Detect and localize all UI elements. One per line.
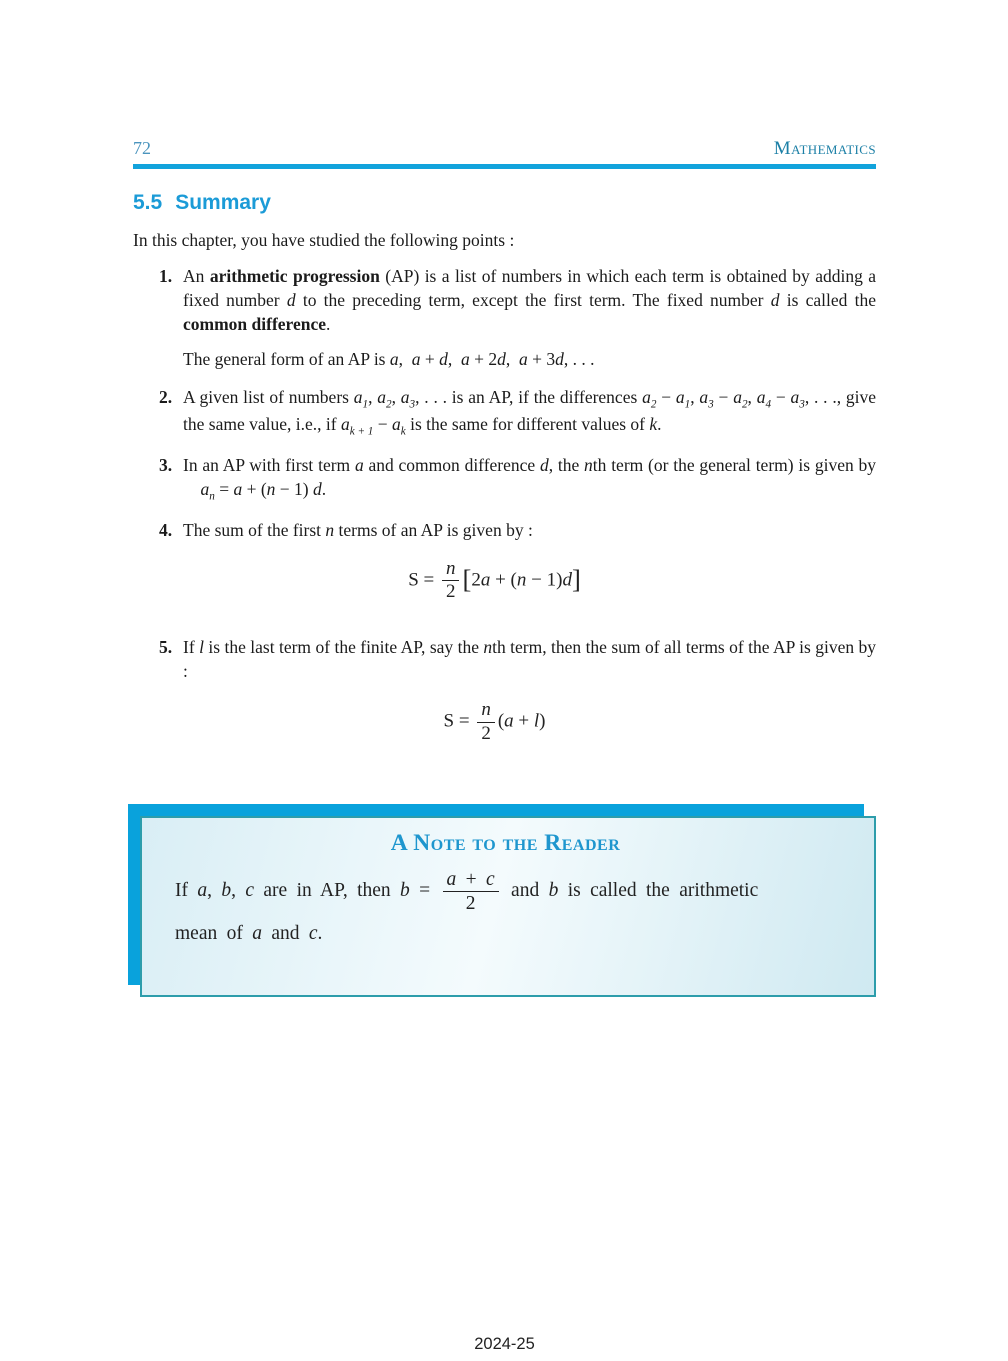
header-rule	[133, 164, 876, 169]
edition-year: 2024-25	[474, 1335, 535, 1354]
running-title: Mathematics	[773, 138, 876, 159]
note-body-text: If a, b, c are in AP, then b = $\frac{a + c}{2}$ and b is called the arithmetic mean of a and c.	[175, 869, 759, 945]
point-paragraph: The sum of the first n terms of an AP is given by :	[183, 519, 533, 540]
point-paragraph: A given list of numbers $a_1$, $a_2$, $a_3$, . . . is an AP, if the differences $a_2 - a_1$, $a_3 - a_2$, $a_4 - a_3$, . . ., give the same value, i.e., if $a_{k + 1} - a_k$ is the same for different values of k.	[183, 386, 877, 438]
summary-point-1	[133, 264, 876, 372]
summary-point-2	[133, 385, 876, 440]
point-paragraph: An arithmetic progression (AP) is a list of numbers in which each term is obtained by adding a fixed number d to the preceding term, except the first term. The fixed number d is called the common difference.	[183, 266, 877, 335]
point-number: 5.	[159, 636, 173, 657]
point-number: 4.	[159, 519, 173, 540]
point-number: 3.	[159, 454, 173, 475]
point-text	[183, 264, 876, 372]
note-box-panel	[140, 816, 876, 997]
point-paragraph: The general form of an AP is a, a + d, a + 2d, a + 3d, . . .	[183, 349, 595, 370]
page-number: 72	[133, 138, 151, 158]
section-number: 5.5	[133, 191, 163, 214]
section-heading	[133, 191, 876, 215]
page-header	[133, 138, 876, 160]
summary-points-list	[133, 264, 876, 763]
point-text	[183, 635, 876, 763]
point-paragraph: If l is the last term of the finite AP, say the nth term, then the sum of all terms of the AP is given by :	[183, 636, 877, 682]
sum-formula-display: S = $\frac{n}{2}$ [2a + (n − 1)d]	[408, 557, 581, 603]
note-title: A Note to the Reader	[390, 830, 621, 857]
point-number: 2.	[159, 386, 173, 407]
point-paragraph: In an AP with first term a and common difference d, the nth term (or the general term) is given by $a_n = a + (n - 1)$ d.	[183, 454, 876, 503]
section-title: Summary	[175, 191, 271, 214]
intro-text: In this chapter, you have studied the following points :	[133, 230, 515, 250]
sum-last-term-formula-display: S = $\frac{n}{2}$ (a + l)	[443, 699, 546, 744]
note-box	[128, 804, 876, 997]
page-footer	[133, 1335, 876, 1354]
point-text	[183, 518, 876, 622]
point-text	[183, 385, 876, 440]
summary-point-5	[133, 635, 876, 763]
summary-point-4	[133, 518, 876, 622]
summary-point-3	[133, 453, 876, 505]
point-number: 1.	[159, 266, 173, 286]
point-text	[183, 453, 876, 505]
